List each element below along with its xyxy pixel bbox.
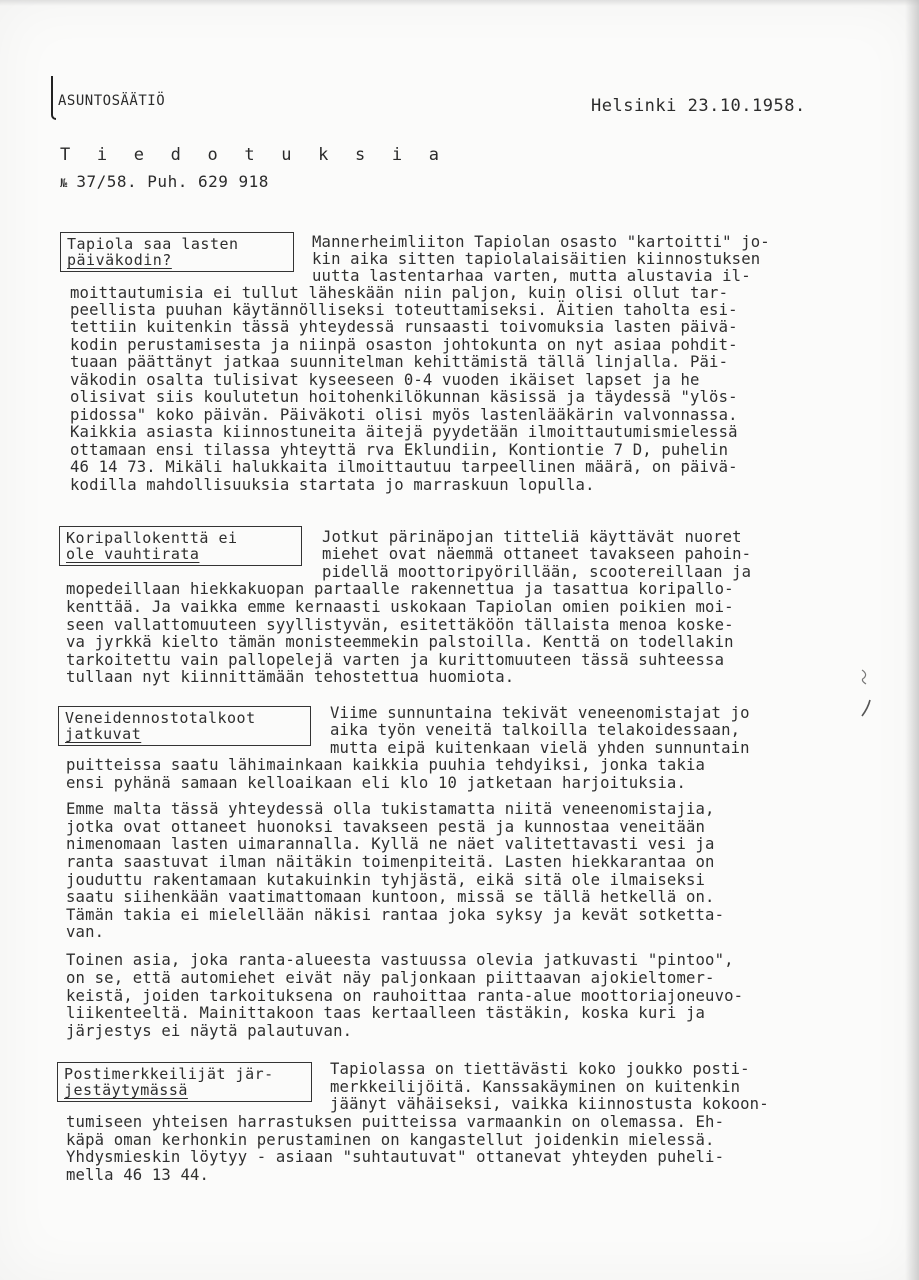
pencil-margin-mark	[848, 662, 878, 722]
text-line: ensi pyhänä samaan kelloaikaan eli klo 10 jatketaan harjoituksia.	[66, 774, 686, 792]
article-heading-line: Koripallokenttä ei	[66, 529, 238, 547]
text-line: Tämän takia ei mielellään näkisi rantaa joka syksy ja kevät sotketta-	[66, 906, 725, 924]
text-line: mopedeillaan hiekkakuopan partaalle rakennettua ja tasattua koripallo-	[66, 580, 734, 598]
article-heading-box	[60, 232, 294, 272]
text-line: Yhdysmieskin löytyy - asiaan "suhtautuvat" ottanevat yhteyden puheli-	[66, 1148, 725, 1166]
article-heading-line: Postimerkkeilijät jär-	[64, 1065, 274, 1083]
text-line: tullaan nyt kiinnittämään tehostettua huomiota.	[66, 668, 515, 686]
article-heading-line: ole vauhtirata	[66, 545, 200, 563]
text-line: Kaikkia asiasta kiinnostuneita äitejä pyydetään ilmoittautumismielessä	[70, 423, 738, 441]
text-line: kenttää. Ja vaikka emme kernaasti uskokaan Tapiolan omien poikien moi-	[66, 598, 734, 616]
document-number	[60, 172, 269, 191]
article-heading-box	[59, 526, 302, 566]
number-sign: №	[60, 176, 67, 190]
text-line: jouduttu rakentamaan kutakuinkin tyhjästä, eikä sitä ole ilmaiseksi	[66, 871, 706, 889]
text-line: puitteissa saatu lähimainkaan kaikkia puuhia tehdyiksi, jonka takia	[66, 756, 706, 774]
text-line: jäänyt vähäiseksi, vaikka kiinnostusta kokoon-	[330, 1095, 769, 1113]
text-line: kodin perustamisesta ja niinpä osaston johtokunta on nyt asiaa pohdit-	[70, 336, 738, 354]
article-heading-line: Tapiola saa lasten	[67, 235, 239, 253]
text-line: väkodin osalta tulisivat kyseeseen 0-4 vuoden ikäiset lapset ja he	[70, 371, 700, 389]
text-line: Mannerheimliiton Tapiolan osasto "kartoitti" jo-	[312, 233, 770, 251]
text-line: Tapiolassa on tiettävästi koko joukko posti-	[330, 1060, 750, 1078]
article-heading-box	[58, 706, 311, 746]
org-name: ASUNTOSÄÄTIÖ	[58, 93, 166, 109]
text-line: va jyrkkä kielto tämän monisteemmekin palstoilla. Kenttä on todellakin	[66, 633, 734, 651]
text-line: liikenteeltä. Mainittakoon taas kertaalleen tästäkin, koska kuri ja	[66, 1004, 706, 1022]
text-line: merkkeilijöitä. Kanssakäyminen on kuitenkin	[330, 1078, 741, 1096]
text-line: van.	[66, 923, 105, 941]
text-line: aika työn veneitä talkoilla telakoidessaan,	[330, 721, 741, 739]
text-line: tarkoitettu vain pallopelejä varten ja kurittomuuteen tässä suhteessa	[66, 651, 725, 669]
text-line: peellista puuhan käytännölliseksi toteuttamiseksi. Äitien taholta esi-	[70, 301, 738, 319]
text-line: ranta saastuvat ilman näitäkin toimenpiteitä. Lasten hiekkarantaa on	[66, 853, 715, 871]
text-line: pidellä moottoripyörillään, scootereillaan ja	[322, 563, 752, 581]
article-heading-line: päiväkodin?	[67, 251, 172, 269]
text-line: tuaan päättänyt jatkaa suunnitelman kehittämistä tällä linjalla. Päi-	[70, 353, 729, 371]
text-line: seen vallattomuuteen syyllistyvän, esitettäköön tällaista menoa koske-	[66, 616, 734, 634]
document-title: T i e d o t u k s i a	[60, 145, 448, 165]
text-line: Viime sunnuntaina tekivät veneenomistajat jo	[330, 704, 750, 722]
text-line: on se, että automiehet eivät näy paljonkaan piittaavan ajokieltomer-	[66, 969, 715, 987]
org-bracket	[51, 76, 56, 120]
text-line: mella 46 13 44.	[66, 1166, 210, 1184]
text-line: pidossa" koko päivän. Päiväkoti olisi myös lastenlääkärin valvonnassa.	[70, 406, 738, 424]
text-line: miehet ovat näemmä ottaneet tavakseen pahoin-	[322, 545, 752, 563]
text-line: Jotkut pärinäpojan titteliä käyttävät nuoret	[322, 528, 742, 546]
text-line: ottamaan ensi tilassa yhteyttä rva Eklundiin, Kontiontie 7 D, puhelin	[70, 441, 729, 459]
text-line: saatu siihenkään vaatimattomaan kuntoon, missä se tällä hetkellä on.	[66, 888, 715, 906]
text-line: tettiin kuitenkin tässä yhteydessä runsaasti toivomuksia lasten päivä-	[70, 318, 738, 336]
number-and-phone: 37/58. Puh. 629 918	[66, 172, 269, 191]
text-line: olisivat siis koulutetun hoitohenkilökunnan käsissä ja täydessä "ylös-	[70, 388, 738, 406]
text-line: uutta lastentarhaa varten, mutta alustavia il-	[312, 267, 751, 285]
text-line: keistä, joiden tarkoituksena on rauhoittaa ranta-alue moottoriajoneuvo-	[66, 987, 744, 1005]
article-heading-line: Veneidennostotalkoot	[65, 709, 256, 727]
paper-right-edge	[905, 0, 919, 1280]
text-line: Toinen asia, joka ranta-alueesta vastuussa olevia jatkuvasti "pintoo",	[66, 951, 734, 969]
text-line: 46 14 73. Mikäli halukkaita ilmoittautuu tarpeellinen määrä, on päivä-	[70, 458, 738, 476]
article-heading-line: jatkuvat	[65, 725, 142, 743]
article-heading-box	[57, 1062, 312, 1102]
text-line: käpä oman kerhonkin perustaminen on kangastellut joidenkin mielessä.	[66, 1131, 715, 1149]
text-line: nimenomaan lasten uimarannalla. Kyllä ne näet valitettavasti vesi ja	[66, 835, 715, 853]
text-line: kodilla mahdollisuuksia startata jo marraskuun lopulla.	[70, 476, 595, 494]
text-line: kin aika sitten tapiolalaisäitien kiinnostuksen	[312, 250, 761, 268]
text-line: mutta eipä kuitenkaan vielä yhden sunnuntain	[330, 739, 750, 757]
text-line: jotka ovat ottaneet huonoksi tavakseen pestä ja kunnostaa veneitään	[66, 818, 706, 836]
paper-top-edge	[0, 0, 919, 6]
article-heading-line: jestäytymässä	[64, 1081, 188, 1099]
text-line: tumiseen yhteisen harrastuksen puitteissa varmaankin on olemassa. Eh-	[66, 1113, 725, 1131]
document-date: Helsinki 23.10.1958.	[591, 96, 806, 116]
text-line: moittautumisia ei tullut läheskään niin paljon, kuin olisi ollut tar-	[70, 284, 729, 302]
text-line: Emme malta tässä yhteydessä olla tukistamatta niitä veneenomistajia,	[66, 800, 715, 818]
text-line: järjestys ei näytä palautuvan.	[66, 1022, 353, 1040]
